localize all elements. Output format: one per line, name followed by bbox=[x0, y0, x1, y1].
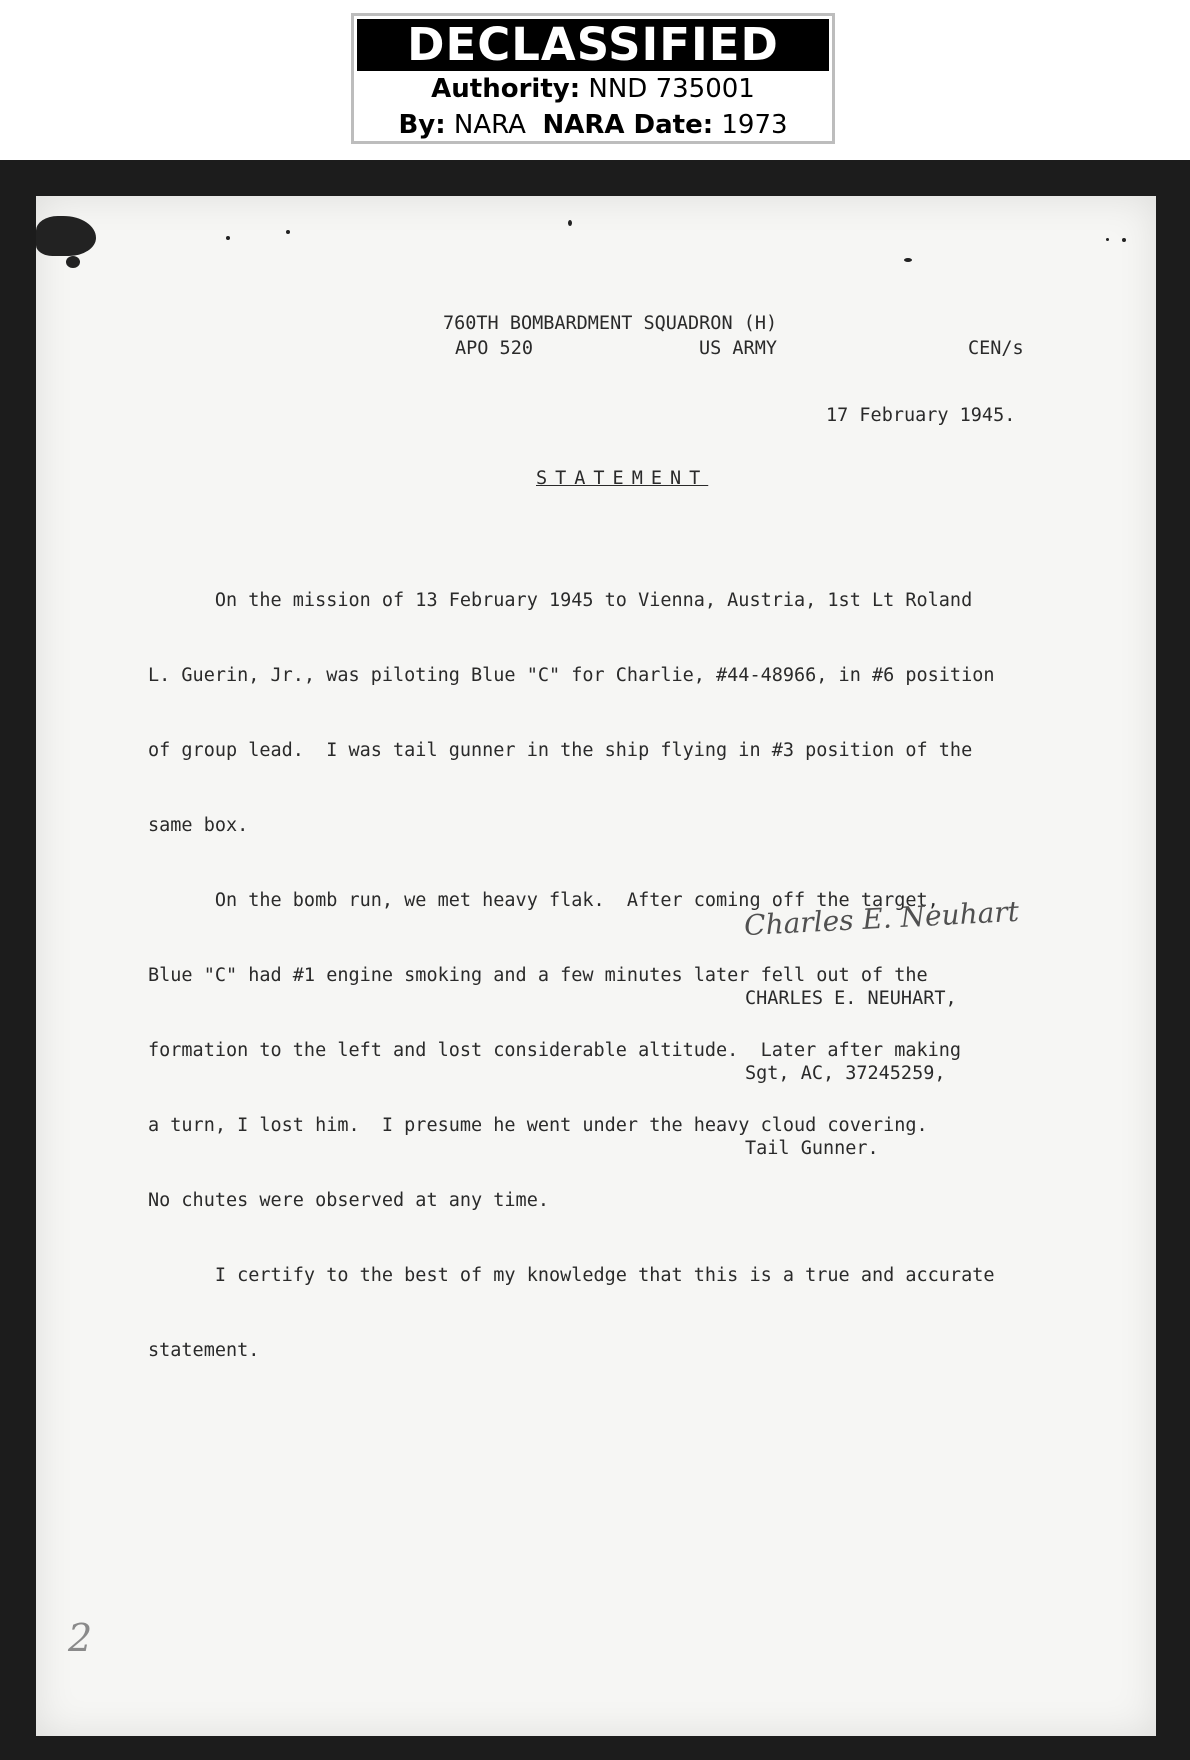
body-line: Blue "C" had #1 engine smoking and a few minutes later fell out of the bbox=[148, 965, 928, 986]
stamp-authority-line bbox=[354, 71, 832, 107]
scan-speck bbox=[36, 216, 96, 256]
stamp-by-line bbox=[354, 107, 832, 143]
stamp-authority-label: Authority: bbox=[431, 74, 581, 104]
signer-role: Tail Gunner. bbox=[745, 1138, 879, 1159]
body-line: No chutes were observed at any time. bbox=[148, 1190, 549, 1211]
scan-frame bbox=[0, 160, 1190, 1760]
handwritten-signature: Charles E. Neuhart bbox=[743, 894, 1020, 943]
reference-code: CEN/s bbox=[968, 338, 1024, 359]
body-line: a turn, I lost him. I presume he went under the heavy cloud covering. bbox=[148, 1115, 928, 1136]
scan-speck bbox=[1106, 238, 1109, 241]
body-line: same box. bbox=[148, 815, 249, 836]
stamp-by-value: NARA bbox=[453, 110, 526, 140]
body-line: I certify to the best of my knowledge that this is a true and accurate bbox=[148, 1265, 995, 1286]
scan-speck bbox=[1122, 238, 1126, 242]
body-line: On the bomb run, we met heavy flak. After coming off the target, bbox=[148, 890, 939, 911]
statement-title: STATEMENT bbox=[536, 468, 709, 489]
stamp-by-label: By: bbox=[398, 110, 446, 140]
page-number-mark: 2 bbox=[68, 1616, 93, 1660]
army-label: US ARMY bbox=[699, 338, 777, 359]
body-line: formation to the left and lost considerable altitude. Later after making bbox=[148, 1040, 962, 1061]
stamp-title: DECLASSIFIED bbox=[357, 19, 829, 71]
document-date: 17 February 1945. bbox=[826, 405, 1016, 426]
body-line: On the mission of 13 February 1945 to Vienna, Austria, 1st Lt Roland bbox=[148, 590, 973, 611]
stamp-authority-value: NND 735001 bbox=[588, 74, 755, 104]
unit-heading: 760TH BOMBARDMENT SQUADRON (H) bbox=[443, 313, 778, 334]
body-line: L. Guerin, Jr., was piloting Blue "C" for Charlie, #44-48966, in #6 position bbox=[148, 665, 995, 686]
signer-rank: Sgt, AC, 37245259, bbox=[745, 1063, 946, 1084]
signer-name: CHARLES E. NEUHART, bbox=[745, 988, 957, 1009]
document-page bbox=[36, 196, 1156, 1736]
stamp-date-value: 1973 bbox=[721, 110, 788, 140]
scan-speck bbox=[568, 220, 572, 226]
scan-speck bbox=[904, 258, 912, 262]
scan-speck bbox=[226, 236, 230, 240]
scan-speck bbox=[66, 256, 80, 268]
body-line: of group lead. I was tail gunner in the ship flying in #3 position of the bbox=[148, 740, 973, 761]
stamp-date-label: NARA Date: bbox=[542, 110, 714, 140]
declassified-stamp bbox=[351, 13, 835, 144]
body-line: statement. bbox=[148, 1340, 260, 1361]
scan-speck bbox=[286, 230, 290, 234]
signature-block bbox=[745, 936, 957, 1211]
apo-number: APO 520 bbox=[455, 338, 533, 359]
